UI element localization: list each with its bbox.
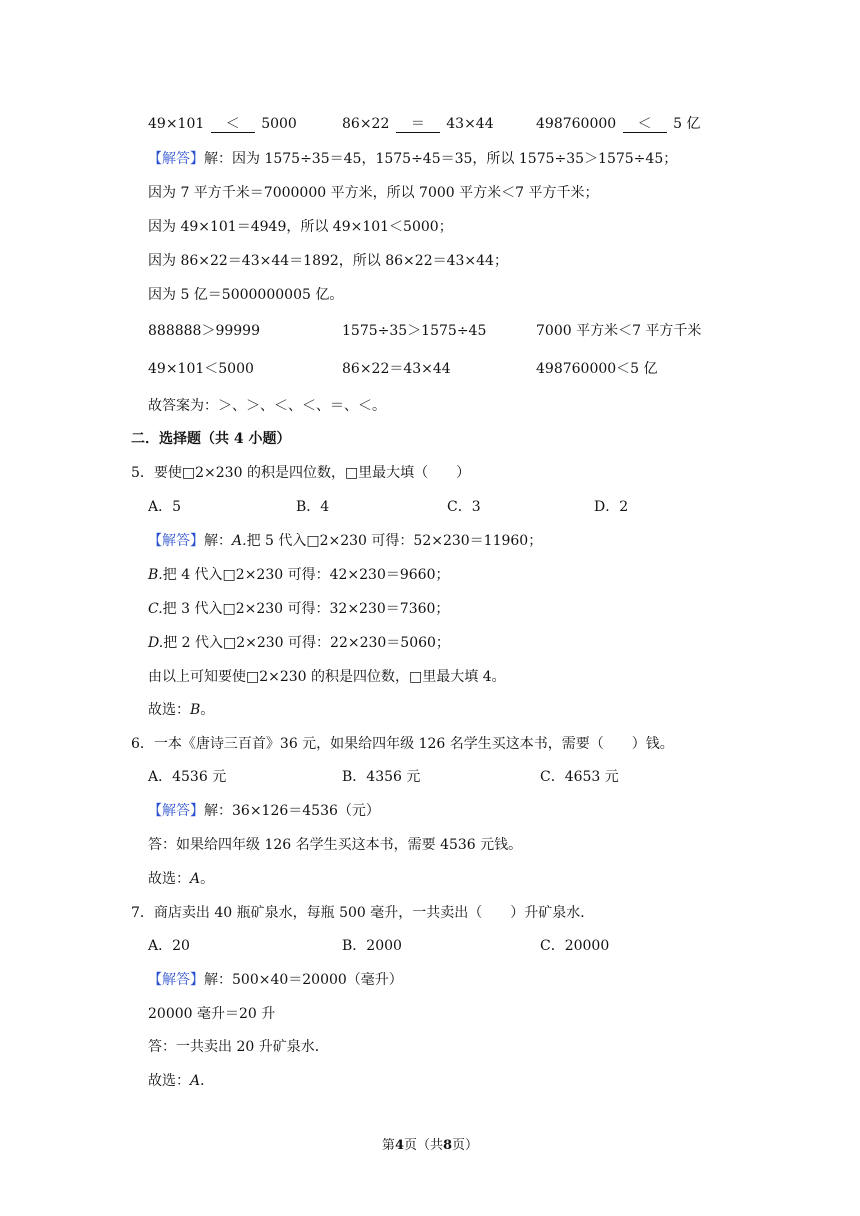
comparison-right: 5000: [261, 116, 297, 132]
solution-line: [148, 565, 450, 585]
result-item: 86×22＝43×44: [342, 361, 451, 377]
comparison-1: [148, 114, 297, 134]
selected-label: 故选：: [148, 702, 190, 718]
solution-line: [148, 633, 450, 653]
answer-blank: ＝: [396, 116, 440, 133]
option-b: B．4356 元: [342, 769, 421, 785]
comparison-left: 49×101: [148, 116, 205, 132]
page-number: 4: [394, 1138, 404, 1153]
footer-text: 页（共: [403, 1138, 443, 1153]
answer-summary: 故答案为：＞、＞、＜、＜、＝、＜。: [148, 398, 386, 414]
solution-line: [148, 531, 542, 551]
solution-line: 答：如果给四年级 126 名学生买这本书，需要 4536 元钱。: [148, 837, 523, 853]
solution-text: 解：: [204, 533, 232, 549]
solution-text: 把 3 代入□2×230 可得：32×230＝7360；: [162, 601, 450, 617]
solution-line: [148, 801, 380, 821]
solution-text: 把 4 代入□2×230 可得：42×230＝9660；: [162, 567, 450, 583]
option-letter: D.: [148, 635, 164, 651]
selected-option: A: [190, 871, 201, 887]
selected-answer: [148, 700, 214, 720]
selected-option: A: [190, 1073, 201, 1089]
solution-line: 答：一共卖出 20 升矿泉水．: [148, 1039, 329, 1055]
result-item: 888888＞99999: [148, 323, 260, 339]
option-b: B．4: [296, 499, 330, 515]
solution-line: 由以上可知要使□2×230 的积是四位数，□里最大填 4。: [148, 669, 506, 685]
option-letter: C.: [148, 601, 163, 617]
selected-end: ．: [200, 1073, 215, 1089]
answer-blank: ＜: [623, 116, 667, 133]
comparison-right: 5 亿: [673, 116, 701, 132]
option-letter: A.: [232, 533, 247, 549]
result-item: 1575÷35＞1575÷45: [342, 323, 487, 339]
comparison-left: 86×22: [342, 116, 390, 132]
solution-line: 因为 7 平方千米＝7000000 平方米，所以 7000 平方米＜7 平方千米；: [148, 185, 599, 201]
answer-tag: 【解答】: [148, 533, 204, 549]
selected-label: 故选：: [148, 871, 190, 887]
comparison-3: [536, 114, 700, 134]
result-item: 49×101＜5000: [148, 361, 254, 377]
option-d: D．2: [594, 499, 629, 515]
footer-text: 页）: [452, 1138, 479, 1153]
result-item: 498760000＜5 亿: [536, 361, 658, 377]
solution-text: 解：因为 1575÷35＝45，1575÷45＝35，所以 1575÷35＞1575÷45；: [204, 151, 678, 167]
solution-line: [148, 970, 403, 990]
question-6-stem: 6．一本《唐诗三百首》36 元，如果给四年级 126 名学生买这本书，需要（ ）钱。: [131, 736, 674, 752]
selected-answer: [148, 1071, 214, 1091]
answer-tag: 【解答】: [148, 803, 204, 819]
solution-line: 因为 49×101＝4949，所以 49×101＜5000；: [148, 219, 453, 235]
answer-tag: 【解答】: [148, 972, 204, 988]
page-total: 8: [443, 1138, 453, 1153]
question-5-stem: 5．要使□2×230 的积是四位数，□里最大填（ ）: [131, 465, 471, 481]
option-a: A．20: [148, 938, 190, 954]
option-a: A．4536 元: [148, 769, 227, 785]
footer-text: 第: [381, 1138, 395, 1153]
option-letter: B.: [148, 567, 163, 583]
comparison-right: 43×44: [446, 116, 494, 132]
solution-line: 因为 5 亿＝5000000005 亿。: [148, 287, 344, 303]
answer-tag: 【解答】: [148, 151, 204, 167]
selected-option: B: [190, 702, 201, 718]
selected-label: 故选：: [148, 1073, 190, 1089]
option-c: C．20000: [540, 938, 610, 954]
selected-end: 。: [200, 871, 215, 887]
solution-line: [148, 149, 677, 169]
option-a: A．5: [148, 499, 182, 515]
solution-line: 因为 86×22＝43×44＝1892，所以 86×22＝43×44；: [148, 253, 508, 269]
selected-end: 。: [200, 702, 215, 718]
solution-text: 解：36×126＝4536（元）: [204, 803, 380, 819]
result-item: 7000 平方米＜7 平方千米: [536, 323, 702, 339]
question-7-stem: 7．商店卖出 40 瓶矿泉水，每瓶 500 毫升，一共卖出（ ）升矿泉水．: [131, 905, 595, 921]
option-b: B．2000: [342, 938, 402, 954]
page-footer: [0, 1137, 860, 1155]
solution-text: 解：500×40＝20000（毫升）: [204, 972, 403, 988]
option-c: C．3: [447, 499, 481, 515]
option-c: C．4653 元: [540, 769, 619, 785]
solution-line: [148, 599, 449, 619]
solution-text: 把 2 代入□2×230 可得：22×230＝5060；: [163, 635, 450, 651]
solution-text: 把 5 代入□2×230 可得：52×230＝11960；: [246, 533, 543, 549]
solution-line: 20000 毫升＝20 升: [148, 1006, 276, 1022]
comparison-2: [342, 114, 494, 134]
comparison-left: 498760000: [536, 116, 617, 132]
section-heading: 二．选择题（共 4 小题）: [131, 431, 291, 447]
selected-answer: [148, 869, 214, 889]
answer-blank: ＜: [211, 116, 255, 133]
